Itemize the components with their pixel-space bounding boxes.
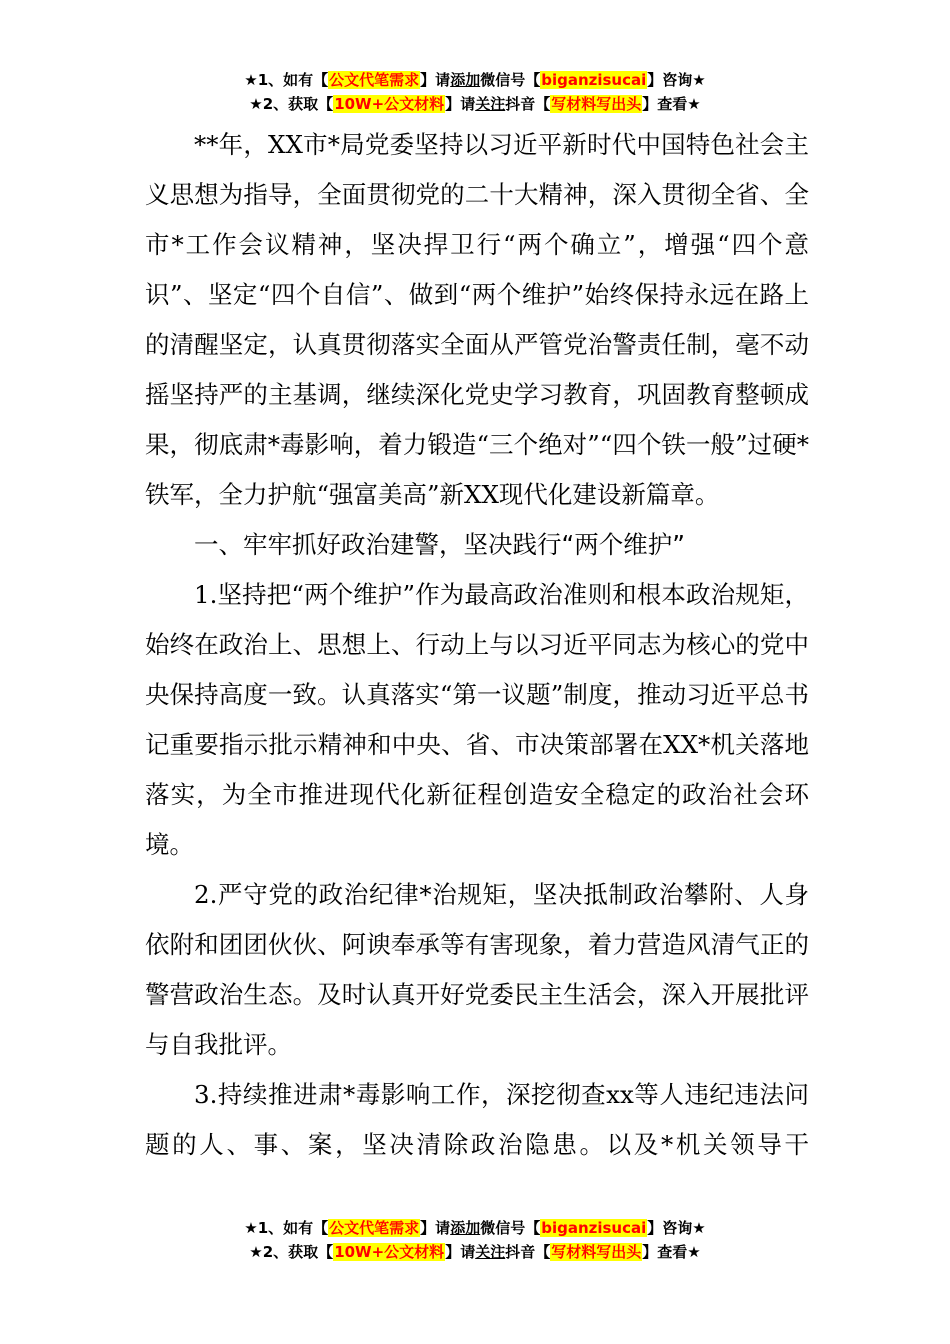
promo-banner-top	[0, 68, 950, 116]
promo-underlined-text: 添加	[450, 71, 481, 89]
promo-highlight: 公文代笔需求	[329, 1219, 420, 1237]
promo-text: 】请	[420, 71, 451, 89]
promo-highlight: 10W+公文材料	[334, 95, 445, 113]
promo-text: 】咨询★	[647, 71, 706, 89]
promo-text: 】请	[445, 95, 476, 113]
promo-line-1	[0, 1216, 950, 1240]
promo-text: 微信号【	[480, 71, 541, 89]
promo-line-2	[0, 92, 950, 116]
body-paragraph: 1.坚持把“两个维护”作为最高政治准则和根本政治规矩，始终在政治上、思想上、行动上与以习近平同志为核心的党中央保持高度一致。认真落实“第一议题”制度，推动习近平总书记重要指示批示精神和中央、省、市决策部署在XX*机关落地落实，为全市推进现代化新征程创造安全稳定的政治社会环境。	[145, 580, 809, 859]
promo-banner-bottom	[0, 1216, 950, 1264]
body-paragraph: 2.严守党的政治纪律*治规矩，坚决抵制政治攀附、人身依附和团团伙伙、阿谀奉承等有害现象，着力营造风清气正的警营政治生态。及时认真开好党委民主生活会，深入开展批评与自我批评。	[145, 880, 809, 1059]
section-heading: 一、牢牢抓好政治建警，坚决践行“两个维护”	[194, 530, 685, 559]
promo-text: ★2、获取【	[249, 1243, 334, 1261]
promo-text: 】查看★	[642, 95, 701, 113]
promo-highlight: biganzisucai	[541, 71, 647, 89]
promo-text: 抖音【	[505, 1243, 551, 1261]
promo-highlight: 公文代笔需求	[329, 71, 420, 89]
promo-highlight: 写材料写出头	[551, 95, 642, 113]
promo-text: 】请	[420, 1219, 451, 1237]
promo-underlined-text: 添加	[450, 1219, 481, 1237]
promo-highlight: biganzisucai	[541, 1219, 647, 1237]
promo-highlight: 写材料写出头	[551, 1243, 642, 1261]
promo-line-2	[0, 1240, 950, 1264]
promo-text: 微信号【	[480, 1219, 541, 1237]
body-paragraph: **年，XX市*局党委坚持以习近平新时代中国特色社会主义思想为指导，全面贯彻党的二十大精神，深入贯彻全省、全市*工作会议精神，坚决捍卫行“两个确立”，增强“四个意识”、坚定“四个自信”、做到“两个维护”始终保持永远在路上的清醒坚定，认真贯彻落实全面从严管党治警责任制，毫不动摇坚持严的主基调，继续深化党史学习教育，巩固教育整顿成果，彻底肃*毒影响，着力锻造“三个绝对”“四个铁一般”过硬*铁军，全力护航“强富美高”新XX现代化建设新篇章。	[145, 130, 809, 509]
promo-line-1	[0, 68, 950, 92]
promo-text: 】咨询★	[647, 1219, 706, 1237]
promo-underlined-text: 关注	[475, 95, 506, 113]
promo-highlight: 10W+公文材料	[334, 1243, 445, 1261]
promo-text: ★1、如有【	[244, 1219, 329, 1237]
promo-text: ★1、如有【	[244, 71, 329, 89]
promo-text: 抖音【	[505, 95, 551, 113]
promo-underlined-text: 关注	[475, 1243, 506, 1261]
promo-text: ★2、获取【	[249, 95, 334, 113]
promo-text: 】查看★	[642, 1243, 701, 1261]
promo-text: 】请	[445, 1243, 476, 1261]
body-paragraph: 3.持续推进肃*毒影响工作，深挖彻查xx等人违纪违法问题的人、事、案，坚决清除政治隐患。以及*机关领导干	[145, 1080, 809, 1159]
document-body	[145, 120, 809, 1170]
